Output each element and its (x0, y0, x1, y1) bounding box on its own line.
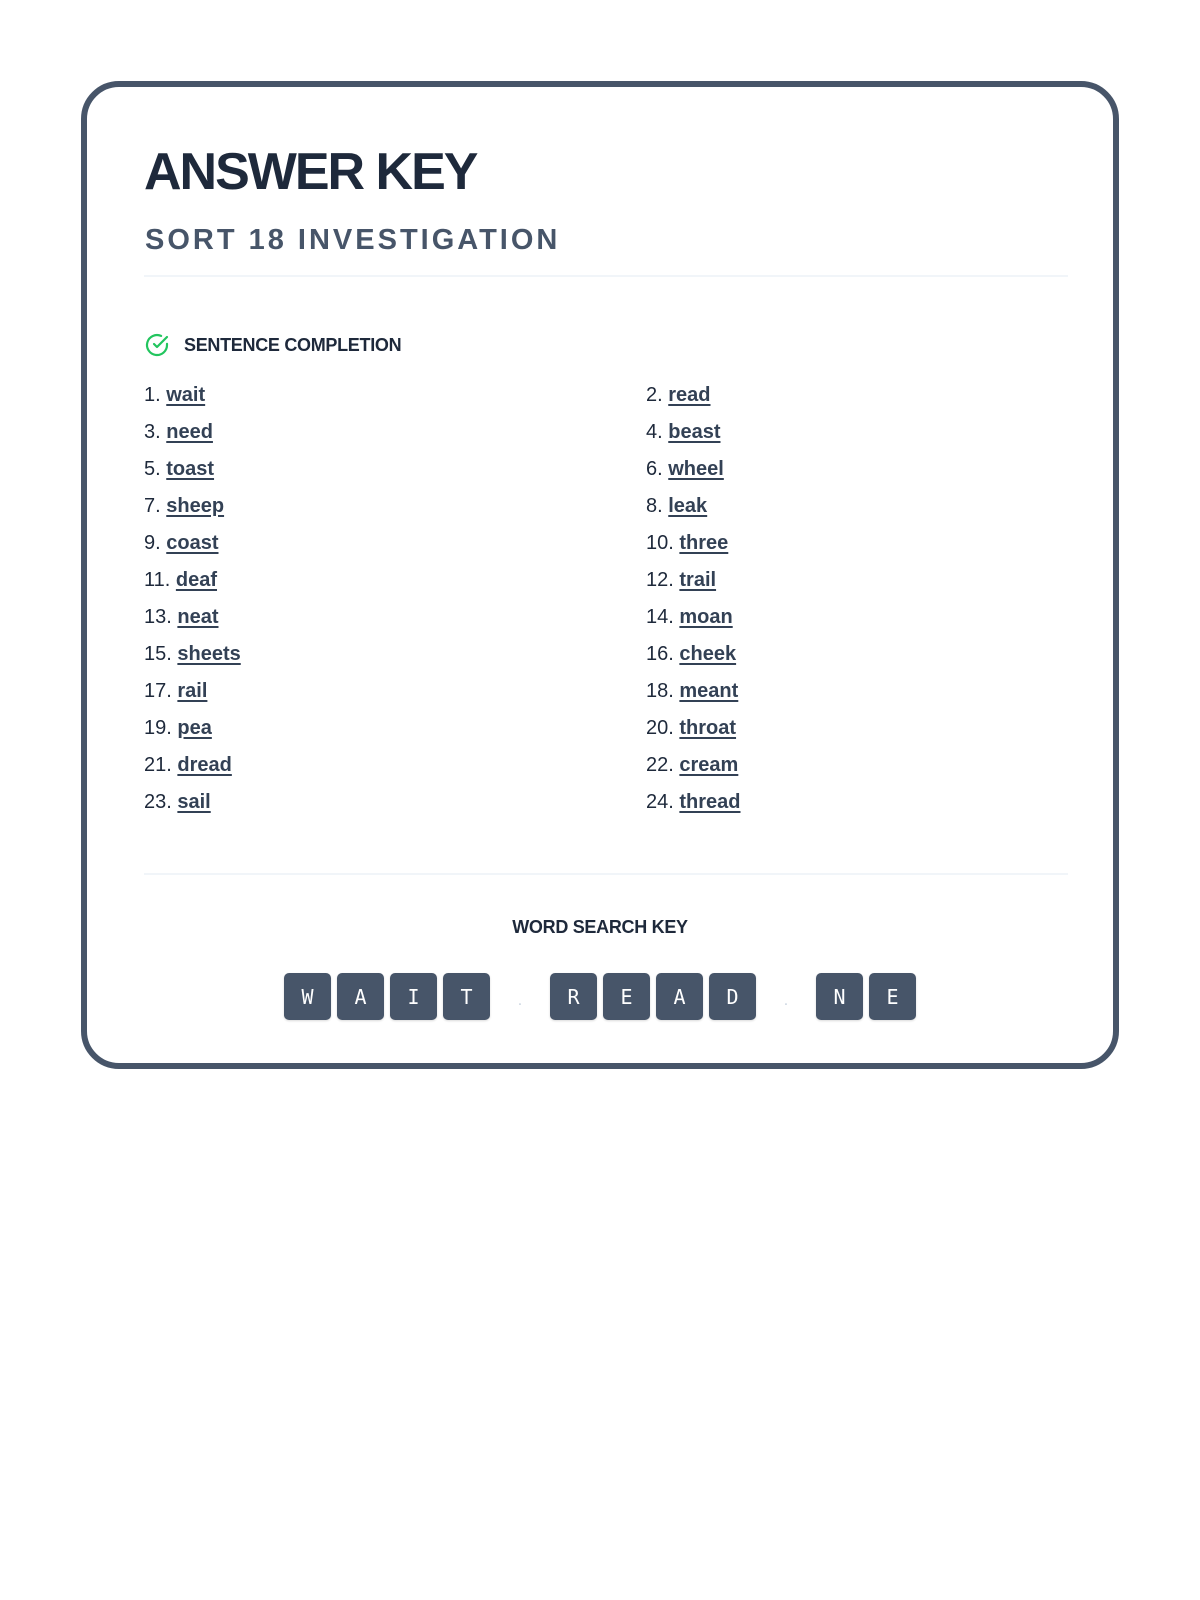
answer-number: 8. (646, 495, 663, 517)
answer-item (646, 673, 1068, 710)
answer-word: three (679, 532, 729, 554)
answer-item (646, 414, 1068, 451)
answer-word: throat (679, 717, 737, 739)
answer-number: 9. (144, 532, 161, 554)
answer-word: cream (679, 754, 739, 776)
answer-key-card (81, 81, 1119, 1069)
answer-item (646, 784, 1068, 821)
tile-separator: . (517, 992, 523, 1009)
answers-list (144, 377, 1068, 821)
letter-tile: N (816, 973, 863, 1020)
answer-item (144, 562, 646, 599)
answer-item (646, 451, 1068, 488)
answer-word: toast (166, 458, 215, 480)
answer-number: 16. (646, 643, 674, 665)
letter-tile: R (550, 973, 597, 1020)
answer-word: leak (668, 495, 708, 517)
answer-number: 24. (646, 791, 674, 813)
answer-number: 6. (646, 458, 663, 480)
letter-tile: E (603, 973, 650, 1020)
answer-number: 14. (646, 606, 674, 628)
sentence-completion-header (144, 332, 401, 358)
answer-number: 20. (646, 717, 674, 739)
answer-number: 5. (144, 458, 161, 480)
answer-number: 4. (646, 421, 663, 443)
page-subtitle: SORT 18 INVESTIGATION (145, 224, 561, 256)
answer-item (144, 488, 646, 525)
answer-item (144, 599, 646, 636)
answer-item (646, 747, 1068, 784)
answer-item (646, 710, 1068, 747)
answer-word: beast (668, 421, 721, 443)
check-circle-icon (144, 332, 170, 358)
answer-word: cheek (679, 643, 737, 665)
answer-item (144, 451, 646, 488)
answer-item (144, 710, 646, 747)
answer-word: deaf (175, 569, 218, 591)
letter-tile: D (709, 973, 756, 1020)
answer-word: thread (679, 791, 741, 813)
letter-tile: A (656, 973, 703, 1020)
answer-word: read (668, 384, 711, 406)
answer-number: 18. (646, 680, 674, 702)
answer-word: wait (166, 384, 206, 406)
answer-number: 15. (144, 643, 172, 665)
answer-item (144, 784, 646, 821)
section-label: SENTENCE COMPLETION (184, 334, 402, 355)
answer-word: rail (177, 680, 208, 702)
word-search-title: WORD SEARCH KEY (512, 917, 688, 937)
answer-number: 22. (646, 754, 674, 776)
answer-word: wheel (668, 458, 724, 480)
letter-tile: W (284, 973, 331, 1020)
answer-item (144, 525, 646, 562)
answer-word: pea (177, 717, 212, 739)
answer-item (646, 377, 1068, 414)
tile-separator: . (783, 992, 789, 1009)
answer-number: 2. (646, 384, 663, 406)
answer-item (646, 525, 1068, 562)
letter-tile: A (337, 973, 384, 1020)
answer-number: 23. (144, 791, 172, 813)
answer-number: 10. (646, 532, 674, 554)
answer-word: trail (679, 569, 717, 591)
answer-word: neat (177, 606, 219, 628)
answer-word: sail (177, 791, 211, 813)
answer-number: 21. (144, 754, 172, 776)
divider (144, 275, 1068, 277)
answer-word: need (166, 421, 213, 443)
answer-word: meant (679, 680, 739, 702)
answer-item (646, 636, 1068, 673)
answer-item (144, 414, 646, 451)
answer-item (144, 673, 646, 710)
answer-item (646, 599, 1068, 636)
page-title: ANSWER KEY (144, 143, 477, 201)
answer-number: 11. (144, 569, 171, 591)
word-search-tiles (87, 973, 1113, 1020)
answer-number: 3. (144, 421, 161, 443)
answer-number: 7. (144, 495, 161, 517)
answer-word: sheets (177, 643, 241, 665)
answer-number: 12. (646, 569, 674, 591)
answer-word: coast (166, 532, 219, 554)
answer-item (144, 636, 646, 673)
answer-number: 19. (144, 717, 172, 739)
answer-item (646, 488, 1068, 525)
answer-word: sheep (166, 495, 225, 517)
answer-item (646, 562, 1068, 599)
answer-item (144, 377, 646, 414)
answer-item (144, 747, 646, 784)
letter-tile: T (443, 973, 490, 1020)
answer-word: moan (679, 606, 733, 628)
answer-word: dread (177, 754, 232, 776)
answer-number: 1. (144, 384, 161, 406)
divider (144, 873, 1068, 875)
letter-tile: I (390, 973, 437, 1020)
answer-number: 17. (144, 680, 172, 702)
answer-number: 13. (144, 606, 172, 628)
letter-tile: E (869, 973, 916, 1020)
